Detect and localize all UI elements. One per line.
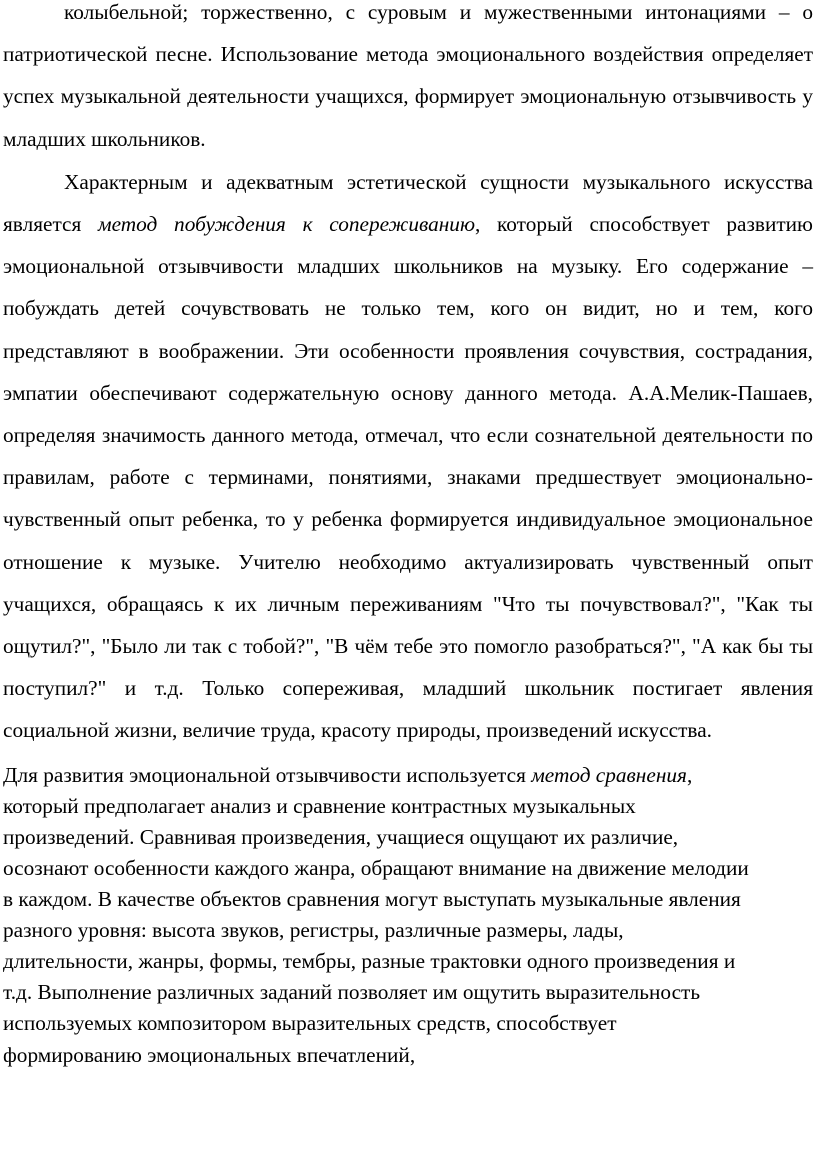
method-empathy-term: метод побуждения к сопереживанию — [98, 212, 475, 237]
method-comparison-term: метод сравнения — [531, 762, 687, 787]
paragraph-3-text-end: , который предполагает анализ и сравнение контрастных музыкальных произведений. Сравнивая произведения, учащиеся ощущают их различие, осознают особенности каждого жанра, обращают внимание на движение мелодии в каждом. В качестве объектов сравнения могут выступать музыкальные явления разного уровня: высота звуков, регистры, различные размеры, лады, длительности, жанры, формы, тембры, разные трактовки одного произведения и т.д. Выполнение различных заданий позволяет им ощутить выразительность используемых композитором выразительных средств, способствует формированию эмоциональных впечатлений, — [3, 762, 749, 1067]
paragraph-3-text-start: Для развития эмоциональной отзывчивости используется — [3, 762, 532, 787]
paragraph-2-text-start: Характерным и адекватным эстетической сущности музыкального искусства является — [3, 169, 813, 237]
paragraph-2-text-end: , который способствует развитию эмоциональной отзывчивости младших школьников на музыку. Его содержание – побуждать детей сочувствовать не только тем, кого он видит, но и тем, кого представляют в воображении. Эти особенности проявления сочувствия, сострадания, эмпатии обеспечивают содержательную основу данного метода. А.А.Мелик-Пашаев, определяя значимость данного метода, отмечал, что если сознательной деятельности по правилам, работе с терминами, понятиями, знаками предшествует эмоционально-чувственный опыт ребенка, то у ребенка формируется индивидуальное эмоциональное отношение к музыке. Учителю необходимо актуализировать чувственный опыт учащихся, обращаясь к их личным переживаниям "Что ты почувствовал?", "Как ты ощутил?", "Было ли так с тобой?", "В чём тебе это помогло разобраться?", "А как бы ты поступил?" и т.д. Только сопереживая, младший школьник постигает явления социальной жизни, величие труда, красоту природы, произведений искусства. — [3, 212, 813, 743]
paragraph-emotional-impact — [3, 0, 813, 160]
paragraph-comparison-method — [3, 760, 813, 1071]
paragraph-1-text: колыбельной; торжественно, с суровым и мужественными интонациями – о патриотической песне. Использование метода эмоционального воздействия определяет успех музыкальной деятельности учащихся, формирует эмоциональную отзывчивость у младших школьников. — [3, 0, 813, 151]
paragraph-empathy-method — [3, 161, 813, 752]
